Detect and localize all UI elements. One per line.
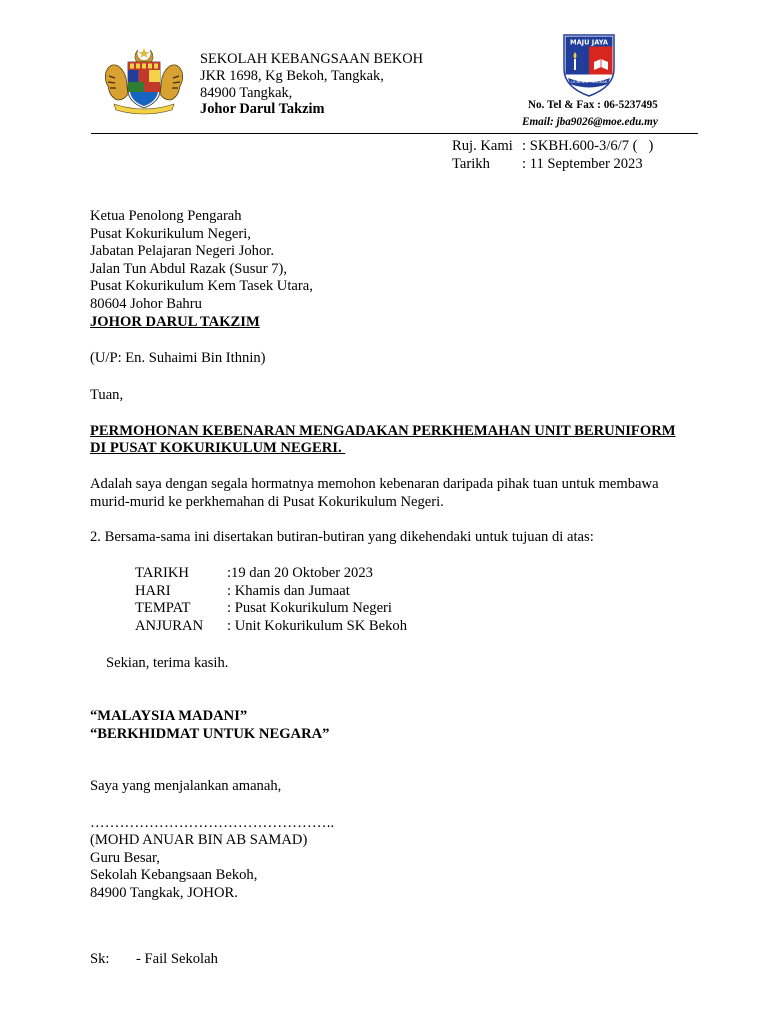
detail-row: [135, 565, 407, 583]
signer-title: Guru Besar,: [90, 849, 160, 866]
tarikh-value: : 11 September 2023: [522, 156, 643, 172]
school-state: Johor Darul Takzim: [200, 101, 325, 118]
signer-block: [90, 832, 307, 902]
detail-key: TARIKH: [135, 565, 189, 581]
detail-row: [135, 618, 407, 636]
sk-label: Sk:: [90, 951, 110, 967]
detail-key: HARI: [135, 582, 171, 599]
malaysia-coat-of-arms-icon: [100, 46, 188, 116]
detail-value: : Pusat Kokurikulum Negeri: [227, 600, 392, 616]
ruj-label: Ruj. Kami: [452, 138, 513, 154]
recipient-line: Jalan Tun Abdul Razak (Susur 7),: [90, 260, 288, 277]
detail-row: [135, 583, 407, 601]
school-address-line2: 84900 Tangkak,: [200, 84, 293, 101]
signer-name: (MOHD ANUAR BIN AB SAMAD): [90, 832, 308, 848]
detail-value: : Unit Kokurikulum SK Bekoh: [227, 617, 407, 634]
detail-row: [135, 600, 407, 618]
copy-to: [90, 951, 218, 969]
contact-block: [522, 97, 658, 131]
recipient-address: [90, 208, 313, 331]
paragraph-2: 2. Bersama-sama ini disertakan butiran-butiran yang dikehendaki untuk tujuan di atas:: [90, 529, 594, 545]
school-address-block: [200, 51, 423, 118]
subject-line2: DI PUSAT KOKURIKULUM NEGERI.: [90, 440, 346, 457]
motto-block: [90, 708, 329, 743]
logo-ribbon-text: LA BENIN TANGKAK: [570, 79, 608, 84]
detail-key: ANJURAN: [135, 617, 204, 634]
salutation: Tuan,: [90, 387, 124, 403]
motto-line2: “BERKHIDMAT UNTUK NEGARA”: [90, 725, 330, 742]
ruj-value: : SKBH.600-3/6/7 ( ): [522, 138, 654, 154]
paragraph-1-line1: Adalah saya dengan segala hormatnya memohon kebenaran daripada pihak tuan untuk membawa: [90, 476, 659, 492]
paragraph-1-line2: murid-murid ke perkhemahan di Pusat Kokurikulum Negeri.: [90, 493, 444, 510]
recipient-state: JOHOR DARUL TAKZIM: [90, 313, 260, 330]
detail-value: : Khamis dan Jumaat: [227, 582, 350, 599]
sk-value: - Fail Sekolah: [136, 951, 218, 967]
recipient-line: 80604 Johor Bahru: [90, 295, 202, 312]
motto-line1: “MALAYSIA MADANI”: [90, 708, 248, 724]
recipient-line: Pusat Kokurikulum Kem Tasek Utara,: [90, 278, 313, 295]
tarikh-label: Tarikh: [452, 156, 490, 172]
detail-key: TEMPAT: [135, 600, 191, 616]
paragraph-1: [90, 476, 659, 511]
school-crest-icon: [562, 34, 616, 97]
signature-lead: Saya yang menjalankan amanah,: [90, 778, 282, 794]
logo-top-text: MAJU JAYA: [570, 38, 608, 47]
reference-block: [452, 137, 653, 173]
signer-address: 84900 Tangkak, JOHOR.: [90, 884, 238, 901]
phone-fax: No. Tel & Fax : 06-5237495: [527, 99, 658, 111]
recipient-line: Pusat Kokurikulum Negeri,: [90, 225, 251, 242]
recipient-line: Ketua Penolong Pengarah: [90, 208, 242, 224]
school-address-line1: JKR 1698, Kg Bekoh, Tangkak,: [200, 67, 384, 84]
header-divider: [91, 133, 698, 134]
school-name: SEKOLAH KEBANGSAAN BEKOH: [200, 51, 424, 67]
closing-line: Sekian, terima kasih.: [106, 655, 229, 671]
attention-line: (U/P: En. Suhaimi Bin Ithnin): [90, 350, 266, 366]
detail-value: :19 dan 20 Oktober 2023: [227, 565, 373, 581]
letter-subject: [90, 423, 676, 457]
recipient-line: Jabatan Pelajaran Negeri Johor.: [90, 243, 274, 260]
event-details: [135, 565, 407, 635]
signer-org: Sekolah Kebangsaan Bekoh,: [90, 867, 258, 884]
subject-line1: PERMOHONAN KEBENARAN MENGADAKAN PERKHEMAHAN UNIT BERUNIFORM: [90, 423, 676, 439]
signature-line: …………………………………………..: [90, 815, 335, 831]
school-email: Email: jba9026@moe.edu.my: [522, 116, 658, 128]
